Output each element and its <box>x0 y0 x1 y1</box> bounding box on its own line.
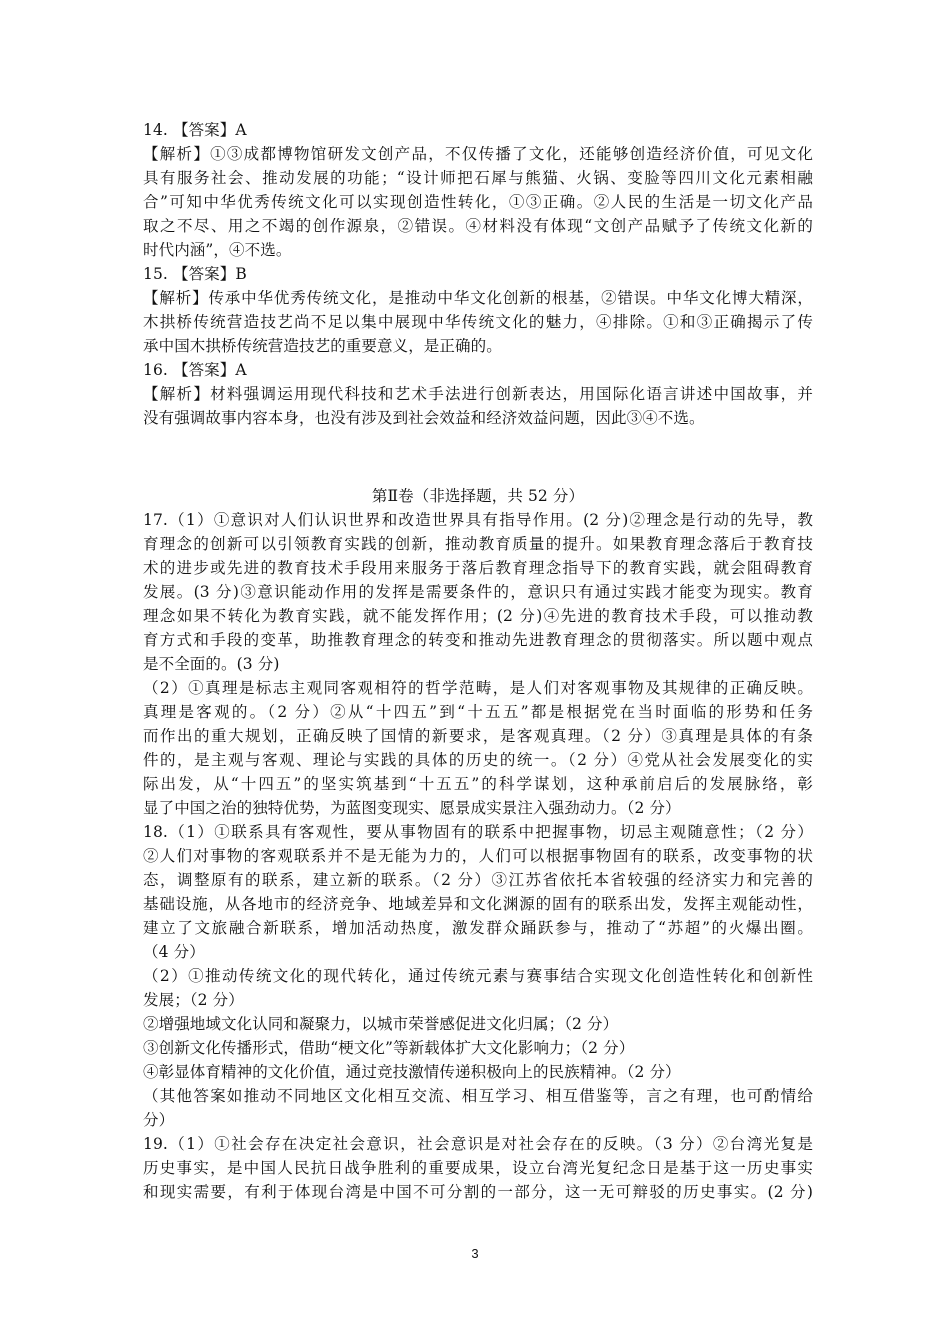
q18-2-line: 发展；（2 分） <box>143 991 244 1009</box>
q19-line: 19.（1）①社会存在决定社会意识，社会意识是对社会存在的反映。（3 分）②台湾光复是 <box>143 1135 813 1153</box>
q17-2-line: 而作出的重大规划，正确反映了国情的新要求，是客观真理。（2 分）③真理是具体的有条 <box>143 727 813 745</box>
q17-line: 17.（1）①意识对人们认识世界和改造世界具有指导作用。(2 分)②理念是行动的先导，教 <box>143 511 813 529</box>
q15-analysis-line: 【解析】传承中华优秀传统文化，是推动中华文化创新的根基，②错误。中华文化博大精深， <box>143 289 813 307</box>
q17-2-line: 显了中国之治的独特优势，为蓝图变现实、愿景成实景注入强劲动力。（2 分） <box>143 799 681 817</box>
q18-line: ②人们对事物的客观联系并不是无能为力的，人们可以根据事物固有的联系，改变事物的状 <box>143 847 813 865</box>
q16-analysis-line: 【解析】材料强调运用现代科技和艺术手法进行创新表达，用国际化语言讲述中国故事，并 <box>143 385 813 403</box>
q14-analysis-line: 【解析】①③成都博物馆研发文创产品，不仅传播了文化，还能够创造经济价值，可见文化 <box>143 145 813 163</box>
q18-2-line: （2）①推动传统文化的现代转化，通过传统元素与赛事结合实现文化创造性转化和创新性 <box>143 967 813 985</box>
q15-answer: 15. 【答案】B <box>143 265 247 283</box>
q17-line: 发展。(3 分)③意识能动作用的发挥是需要条件的，意识只有通过实践才能变为现实。教育 <box>143 583 813 601</box>
q14-answer: 14. 【答案】A <box>143 121 247 139</box>
q18-line: 建立了文旅融合新联系，增加活动热度，激发群众踊跃参与，推动了“苏超”的火爆出圈。 <box>143 919 813 937</box>
q18-line: 18.（1）①联系具有客观性，要从事物固有的联系中把握事物，切忌主观随意性；（2 分） <box>143 823 813 841</box>
q14-analysis-line: 合”可知中华优秀传统文化可以实现创造性转化，①③正确。②人民的生活是一切文化产品 <box>143 193 813 211</box>
q19-line: 历史事实，是中国人民抗日战争胜利的重要成果，设立台湾光复纪念日是基于这一历史事实 <box>143 1159 813 1177</box>
q14-analysis-line: 具有服务社会、推动发展的功能；“设计师把石犀与熊猫、火锅、变脸等四川文化元素相融 <box>143 169 813 187</box>
q19-line: 和现实需要，有利于体现台湾是中国不可分割的一部分，这一无可辩驳的历史事实。(2 分) <box>143 1183 813 1201</box>
q18-2-line: ③创新文化传播形式，借助“梗文化”等新载体扩大文化影响力；（2 分） <box>143 1039 635 1057</box>
q18-line: 态，调整原有的联系，建立新的联系。（2 分）③江苏省依托本省较强的经济实力和完善的 <box>143 871 813 889</box>
q17-2-line: 件的，是主观与客观、理论与实践的具体的历史的统一。（2 分）④党从社会发展变化的实 <box>143 751 813 769</box>
q17-line: 育理念的创新可以引领教育实践的创新，推动教育质量的提升。如果教育理念落后于教育技 <box>143 535 813 553</box>
q17-line: 是不全面的。(3 分) <box>143 655 280 673</box>
q17-2-line: （2）①真理是标志主观同客观相符的哲学范畴，是人们对客观事物及其规律的正确反映。 <box>143 679 813 697</box>
q17-2-line: 际出发，从“十四五”的坚实筑基到“十五五”的科学谋划，这种承前启后的发展脉络，彰 <box>143 775 813 793</box>
q18-line: 基础设施，从各地市的经济竞争、地域差异和文化渊源的固有的联系出发，发挥主观能动性， <box>143 895 813 913</box>
q17-line: 术的进步或先进的教育技术手段用来服务于落后教育理念指导下的教育实践，就会阻碍教育 <box>143 559 813 577</box>
q18-2-line: ④彰显体育精神的文化价值，通过竞技激情传递积极向上的民族精神。（2 分） <box>143 1063 681 1081</box>
q16-answer: 16. 【答案】A <box>143 361 247 379</box>
q18-2-note: （其他答案如推动不同地区文化相互交流、相互学习、相互借鉴等，言之有理，也可酌情给 <box>143 1087 813 1105</box>
q18-line: （4 分） <box>143 943 205 961</box>
q17-line: 理念如果不转化为教育实践，就不能发挥作用；(2 分)④先进的教育技术手段，可以推动教 <box>143 607 813 625</box>
q18-2-line: ②增强地域文化认同和凝聚力，以城市荣誉感促进文化归属；（2 分） <box>143 1015 619 1033</box>
section-title: 第Ⅱ卷（非选择题，共 52 分） <box>371 487 585 505</box>
q18-2-note: 分） <box>143 1111 175 1129</box>
q15-analysis-line: 木拱桥传统营造技艺尚不足以集中展现中华传统文化的魅力，④排除。①和③正确揭示了传 <box>143 313 813 331</box>
page-number: 3 <box>471 1246 479 1261</box>
q15-analysis-line: 承中国木拱桥传统营造技艺的重要意义，是正确的。 <box>143 337 502 355</box>
q14-analysis-line: 时代内涵”，④不选。 <box>143 241 292 259</box>
q14-analysis-line: 取之不尽、用之不竭的创作源泉，②错误。④材料没有体现“文创产品赋予了传统文化新的 <box>143 217 813 235</box>
q16-analysis-line: 没有强调故事内容本身，也没有涉及到社会效益和经济效益问题，因此③④不选。 <box>143 409 705 427</box>
q17-line: 育方式和手段的变革，助推教育理念的转变和推动先进教育理念的贯彻落实。所以题中观点 <box>143 631 813 649</box>
q17-2-line: 真理是客观的。（2 分）②从“十四五”到“十五五”都是根据党在当时面临的形势和任务 <box>143 703 813 721</box>
